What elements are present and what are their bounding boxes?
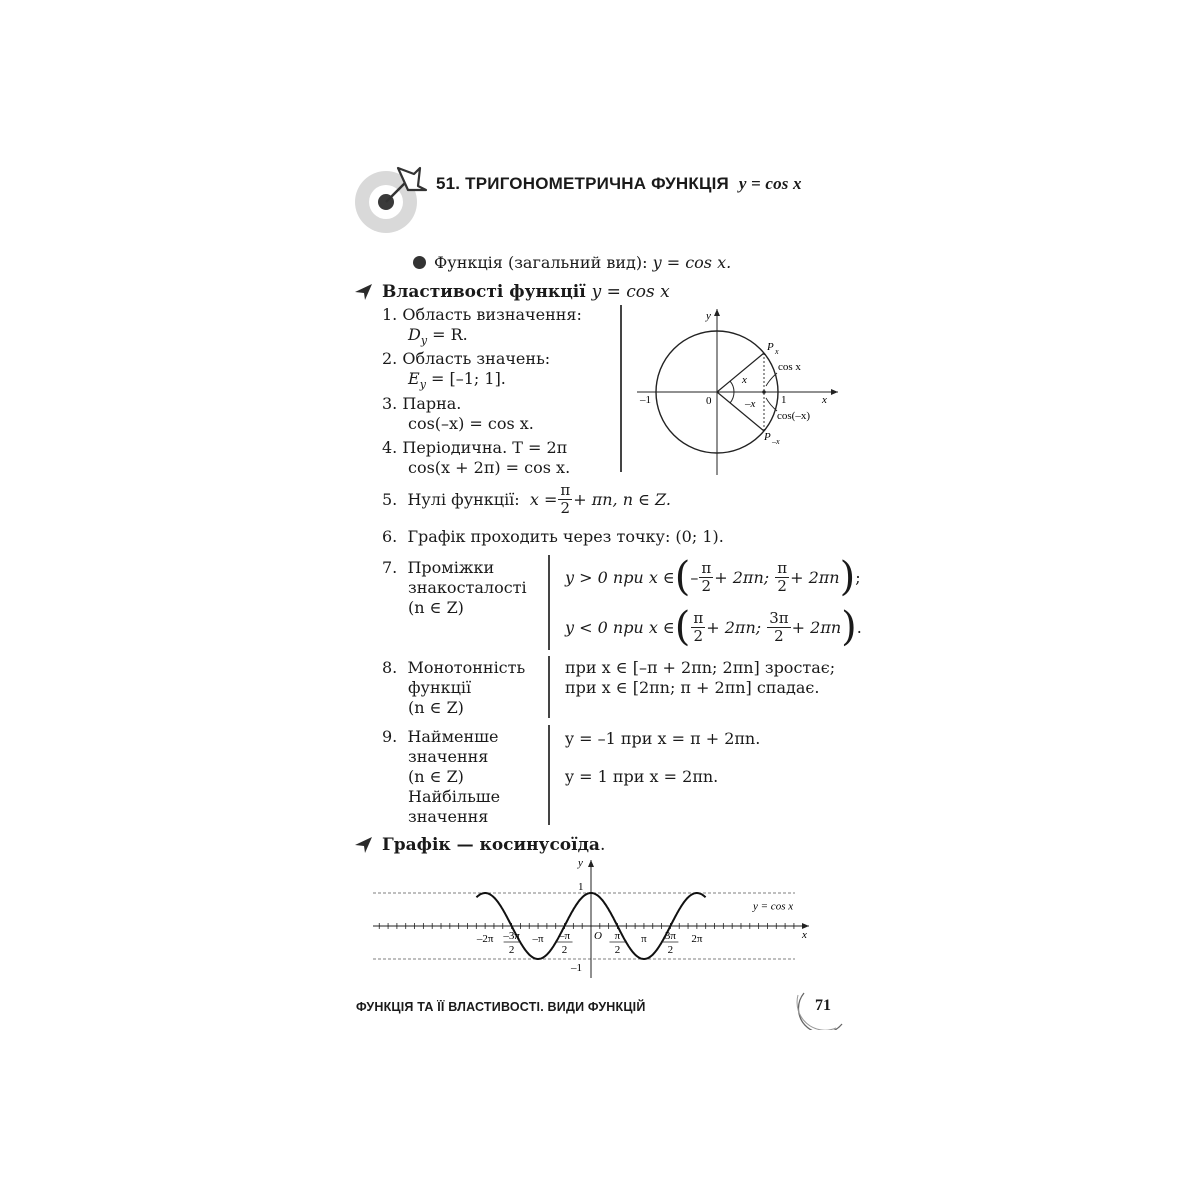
column-divider xyxy=(620,305,622,472)
extremum-max: y = 1 при x = 2πn. xyxy=(565,767,719,786)
y-axis-label: y xyxy=(578,857,583,869)
curve-label: y = cos x xyxy=(753,900,794,913)
y-tick-label-1: 1 xyxy=(578,881,584,893)
x-tick-label-den: 2 xyxy=(667,944,674,956)
x-tick-label-num: –π xyxy=(559,930,571,942)
property-item-1: 1. Область визначення: $D_y = R$. xyxy=(382,305,582,348)
x-axis-label: x xyxy=(802,929,807,941)
intro-line: Функція (загальний вид): y = cos x. xyxy=(434,253,732,272)
property-item-9-label: 9. Найменше значення (n ∈ Z) Найбільше значення xyxy=(382,727,501,826)
x-tick-label: –π xyxy=(532,933,544,945)
graph-heading: Графік — косинусоїда. xyxy=(382,835,606,855)
svg-text:cos(–x): cos(–x) xyxy=(777,410,810,422)
svg-text:0: 0 xyxy=(706,395,712,407)
bullet-dot-icon xyxy=(413,256,426,269)
sign-positive-line: y > 0 при x ∈ ( – $\frac{\pi}{2}$ + 2πn; $\frac{\pi}{2}$ + 2πn ) ; xyxy=(565,554,861,600)
x-tick-label-den: 2 xyxy=(614,944,621,956)
svg-text:x: x xyxy=(742,374,747,386)
x-tick-label-num: π xyxy=(614,930,621,942)
svg-text:P: P xyxy=(764,431,771,443)
property-item-2: 2. Область значень: $E_y = [-1$; 1]. xyxy=(382,349,551,392)
section-target-icon xyxy=(350,160,430,240)
cosine-graph xyxy=(365,852,825,982)
property-item-8-label: 8. Монотонність функції (n ∈ Z) xyxy=(382,658,526,717)
x-tick-label: –2π xyxy=(476,933,494,945)
x-tick-label-den: 2 xyxy=(561,944,568,956)
item7-divider xyxy=(548,555,550,650)
item9-divider xyxy=(548,725,550,825)
extremum-min: y = –1 при x = π + 2πn. xyxy=(565,729,761,748)
page-number: 71 xyxy=(815,997,831,1014)
svg-text:–1: –1 xyxy=(640,394,651,406)
y-axis-arrow xyxy=(588,860,594,867)
property-item-5: 5. Нулі функції: x = $\frac{\pi}{2}$ + πn, n ∈ Z. xyxy=(382,481,671,517)
svg-text:cos x: cos x xyxy=(778,361,801,373)
svg-text:1: 1 xyxy=(781,394,787,406)
x-tick-label: 2π xyxy=(691,933,703,945)
monotonic-lines: при x ∈ [–π + 2πn; 2πn] зростає; при x ∈ [2πn; π + 2πn] спадає. xyxy=(565,658,836,697)
origin-label: O xyxy=(594,930,602,942)
x-tick-label-num: –3π xyxy=(503,930,520,942)
properties-heading: Властивості функції y = cos x xyxy=(382,282,670,302)
x-tick-label-num: 3π xyxy=(664,930,676,942)
svg-text:P: P xyxy=(767,341,774,353)
y-tick-label-neg1: –1 xyxy=(571,962,582,974)
arrow-marker-icon xyxy=(354,283,374,301)
property-item-4: 4. Періодична. T = 2π cos(x + 2π) = cos x. xyxy=(382,438,571,477)
unit-circle-diagram xyxy=(634,303,844,478)
svg-text:x: x xyxy=(822,394,827,406)
property-item-3: 3. Парна. cos(–x) = cos x. xyxy=(382,394,534,433)
svg-text:x: x xyxy=(775,347,779,356)
x-tick-label-den: 2 xyxy=(508,944,515,956)
property-item-7-label: 7. Проміжки знакосталості (n ∈ Z) xyxy=(382,558,527,617)
svg-text:y: y xyxy=(706,310,711,322)
item8-divider xyxy=(548,656,550,718)
x-tick-label: π xyxy=(641,933,647,945)
footer-section-title: ФУНКЦІЯ ТА ЇЇ ВЛАСТИВОСТІ. ВИДИ ФУНКЦІЙ xyxy=(356,1000,646,1014)
svg-text:–x: –x xyxy=(772,437,780,446)
property-item-6: 6. Графік проходить через точку: (0; 1). xyxy=(382,527,724,546)
sign-negative-line: y < 0 при x ∈ ( $\frac{\pi}{2}$ + 2πn; $\frac{3\pi}{2}$ + 2πn ) . xyxy=(565,604,862,650)
page-title: 51. ТРИГОНОМЕТРИЧНА ФУНКЦІЯ y = cos x xyxy=(436,174,802,193)
svg-text:–x: –x xyxy=(745,398,756,410)
